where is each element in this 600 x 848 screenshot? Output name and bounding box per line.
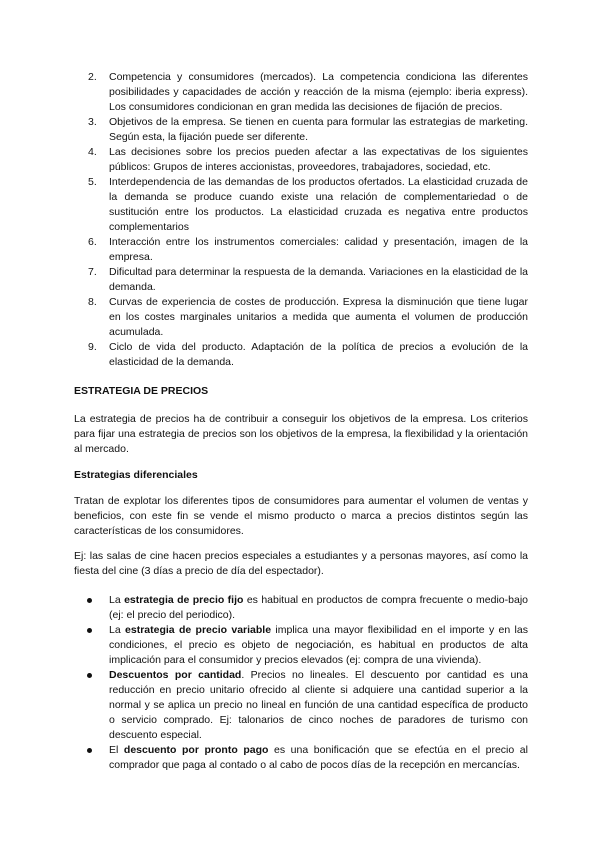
list-item	[74, 295, 528, 340]
list-item	[74, 175, 528, 235]
bullet-bold: Descuentos por cantidad	[109, 669, 242, 681]
bullet-bold: descuento por pronto pago	[123, 744, 269, 756]
list-item-text: Interdependencia de las demandas de los productos ofertados. La elasticidad cruzada de la demanda se produce cuando existe una relación de complementariedad o de sustitución entre los productos. La elasticidad cruzada es negativa entre productos complementarios	[109, 176, 528, 233]
bullet-icon	[87, 598, 92, 603]
list-item	[74, 70, 528, 115]
list-number: 7.	[88, 266, 97, 278]
list-item-text: Dificultad para determinar la respuesta de la demanda. Variaciones en la elasticidad de la demanda.	[109, 266, 528, 293]
list-item	[74, 668, 528, 743]
bullet-post: es habitual en productos de compra frecuente o medio-bajo (ej: el precio del periodico).	[109, 594, 528, 621]
list-number: 4.	[88, 146, 97, 158]
list-item	[74, 235, 528, 265]
list-item	[74, 593, 528, 623]
list-item	[74, 340, 528, 370]
list-item	[74, 265, 528, 295]
bullet-bold: estrategia de precio variable	[125, 624, 272, 636]
list-item	[74, 145, 528, 175]
list-item-text: Interacción entre los instrumentos comerciales: calidad y presentación, imagen de la empresa.	[109, 236, 528, 263]
strategies-list	[74, 593, 528, 773]
bullet-pre: La	[109, 624, 126, 636]
bullet-icon	[87, 628, 92, 633]
list-number: 6.	[88, 236, 97, 248]
list-item-text: Las decisiones sobre los precios pueden afectar a las expectativas de los siguientes públicos: Grupos de interes accionistas, proveedores, trabajadores, sociedad, etc.	[109, 146, 528, 173]
list-item	[74, 115, 528, 145]
bullet-pre: La	[109, 594, 125, 606]
page-content	[74, 70, 528, 773]
factors-list	[74, 70, 528, 370]
list-item-text: Objetivos de la empresa. Se tienen en cuenta para formular las estrategias de marketing. Según esta, la fijación puede ser diferente.	[109, 116, 528, 143]
subsection-heading: Estrategias diferenciales	[74, 469, 198, 481]
list-item-text: Competencia y consumidores (mercados). La competencia condiciona las diferentes posibilidades y capacidades de acción y reacción de la misma (ejemplo: iberia express). Los consumidores condicionan en gran medida las decisiones de fijación de precios.	[109, 71, 528, 113]
bullet-post: . Precios no lineales. El descuento por cantidad es una reducción en precio unitario ofrecido al cliente si adquiere una cantidad superior a la normal y se aplica un precio no lineal en función de una cantidad específica de producto o servicio comprado. Ej: talonarios de cinco noches de paradores de turismo con descuento especial.	[109, 669, 528, 741]
bullet-icon	[87, 748, 92, 753]
list-item	[74, 743, 528, 773]
bullet-bold: estrategia de precio fijo	[124, 594, 244, 606]
section-heading: ESTRATEGIA DE PRECIOS	[74, 385, 209, 397]
subsection-paragraph: Tratan de explotar los diferentes tipos de consumidores para aumentar el volumen de ventas y beneficios, con este fin se vende el mismo producto o marca a precios distintos según las características de los consumidores.	[74, 495, 528, 537]
section-paragraph: La estrategia de precios ha de contribuir a conseguir los objetivos de la empresa. Los criterios para fijar una estrategia de precios son los objetivos de la empresa, la flexibilidad y la orientación al mercado.	[74, 413, 528, 455]
list-item	[74, 623, 528, 668]
bullet-pre: El	[109, 744, 124, 756]
list-number: 2.	[88, 71, 97, 83]
bullet-post: implica una mayor flexibilidad en el importe y en las condiciones, el precio es objeto de negociación, es habitual en productos de alta implicación para el consumidor y precios elevados (ej: compra de una vivienda).	[109, 624, 528, 666]
list-item-text: Curvas de experiencia de costes de producción. Expresa la disminución que tiene lugar en los costes marginales unitarios a medida que aumenta el volumen de producción acumulada.	[109, 296, 528, 338]
example-paragraph: Ej: las salas de cine hacen precios especiales a estudiantes y a personas mayores, así como la fiesta del cine (3 días a precio de día del espectador).	[74, 550, 528, 577]
list-number: 9.	[88, 341, 97, 353]
list-item-text: Ciclo de vida del producto. Adaptación de la política de precios a evolución de la elasticidad de la demanda.	[109, 341, 528, 368]
list-number: 5.	[88, 176, 97, 188]
list-number: 3.	[88, 116, 97, 128]
bullet-post: es una bonificación que se efectúa en el precio al comprador que paga al contado o al cabo de pocos días de la recepción en mercancías.	[109, 744, 528, 771]
list-number: 8.	[88, 296, 97, 308]
bullet-icon	[87, 673, 92, 678]
